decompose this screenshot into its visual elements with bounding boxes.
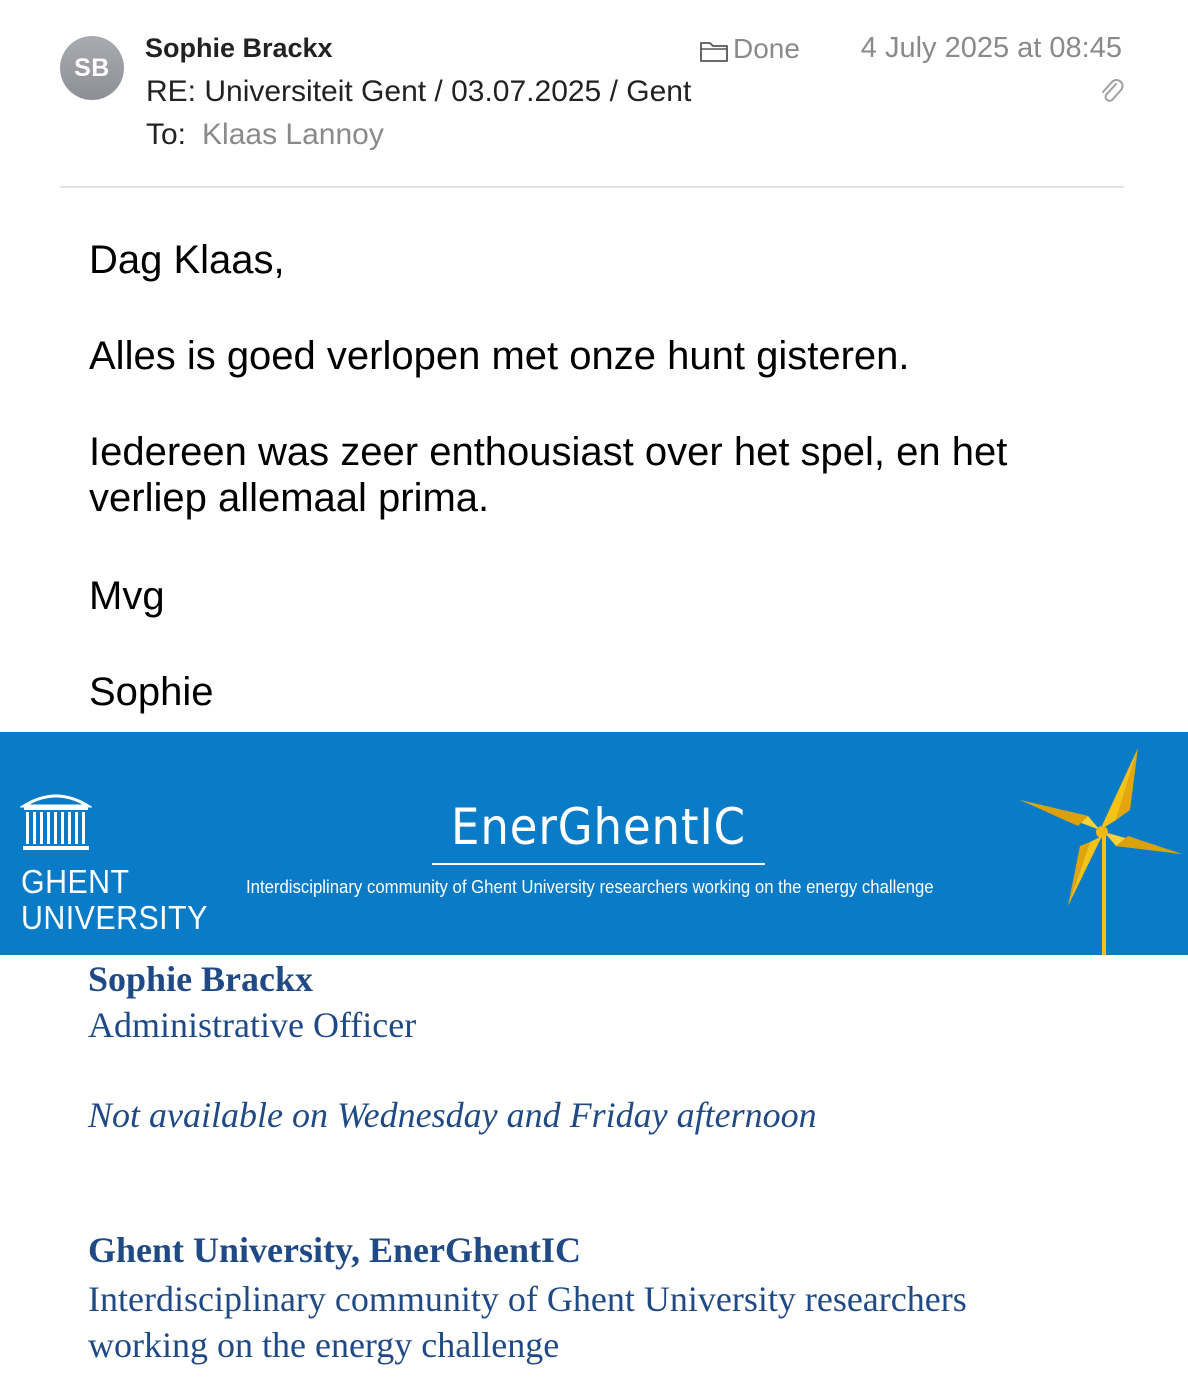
to-label: To: (146, 118, 187, 151)
university-wordmark-line-2: UNIVERSITY (21, 899, 208, 936)
signature-availability: Not available on Wednesday and Friday afternoon (88, 1095, 817, 1135)
university-building-icon (20, 788, 92, 856)
sender-avatar[interactable]: SB (60, 36, 124, 100)
header-divider (60, 186, 1124, 188)
university-wordmark-line-1: GHENT (21, 863, 130, 900)
brand-title: EnerGhentIC (451, 798, 746, 856)
body-paragraph-1: Alles is goed verlopen met onze hunt gisteren. (89, 334, 910, 378)
signature-description (88, 1276, 1088, 1368)
mailbox-label[interactable] (699, 33, 800, 65)
closing: Mvg (89, 574, 165, 618)
message-subject: RE: Universiteit Gent / 03.07.2025 / Gent (146, 75, 692, 108)
signature-description-line-2: working on the energy challenge (88, 1325, 560, 1365)
recipient-name[interactable]: Klaas Lannoy (202, 118, 384, 151)
pinwheel-icon (1018, 746, 1188, 955)
university-wordmark (21, 864, 208, 936)
paperclip-icon[interactable] (1099, 78, 1125, 106)
body-paragraph-2-line-1: Iedereen was zeer enthousiast over het spel, en het (89, 430, 1008, 474)
signature-name: Sophie Brackx (88, 959, 314, 999)
greeting: Dag Klaas, (89, 238, 285, 282)
signature-description-line-1: Interdisciplinary community of Ghent University researchers (88, 1279, 967, 1319)
body-paragraph-2-line-2: verliep allemaal prima. (89, 476, 490, 520)
brand-tagline: Interdisciplinary community of Ghent University researchers working on the energy challenge (246, 877, 934, 897)
message-date: 4 July 2025 at 08:45 (860, 32, 1122, 64)
brand-underline (432, 863, 765, 865)
signature-role: Administrative Officer (88, 1005, 417, 1045)
recipient-row (146, 118, 384, 152)
folder-icon (699, 39, 729, 63)
signature-organization: Ghent University, EnerGhentIC (88, 1230, 582, 1270)
message-header (0, 0, 1188, 188)
sender-name[interactable]: Sophie Brackx (145, 33, 333, 63)
mailbox-name: Done (733, 33, 800, 64)
signoff: Sophie (89, 670, 214, 714)
signature-banner (0, 732, 1188, 955)
